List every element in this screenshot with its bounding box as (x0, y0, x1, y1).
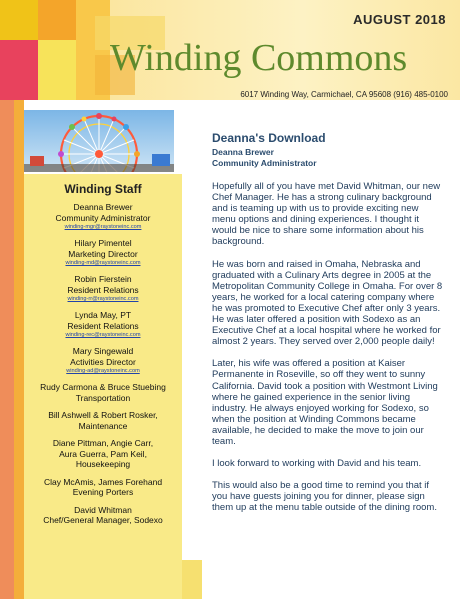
article-title: Deanna's Download (212, 131, 326, 145)
staff-email-link[interactable]: winding-md@raystoneinc.com (65, 260, 141, 266)
panel-accent-strip (182, 560, 202, 599)
newsletter-title: Winding Commons (110, 37, 408, 79)
left-stripe-orange (0, 100, 14, 599)
article-author: Deanna Brewer (212, 147, 274, 157)
staff-entry (24, 202, 182, 231)
staff-name: Lynda May, PT (74, 310, 132, 320)
staff-entry (24, 505, 182, 526)
article-author-role: Community Administrator (212, 157, 317, 168)
color-block-lightyellow (38, 40, 76, 100)
color-block-orange (38, 0, 76, 40)
staff-name: Rudy Carmona & Bruce Stuebing (40, 382, 166, 392)
ferris-wheel-photo (24, 110, 174, 172)
article-paragraph: Later, his wife was offered a position at Kaiser Permanente in Roseville, so off they went to sunny California. David took a position with Westmont Living where he gained experience in the senior living industry. He always enjoyed working for Sodexo, so when the position at Winding Commons became available, he decided to make the move to join our team. (212, 358, 438, 447)
article-column (212, 131, 444, 513)
staff-role: Activities Director (70, 356, 136, 367)
staff-name-continued: Aura Guerra, Pam Keil, (59, 448, 147, 459)
staff-email-link[interactable]: winding-ad@raystoneinc.com (66, 368, 140, 374)
staff-name: Diane Pittman, Angie Carr, (52, 438, 154, 448)
community-address: 6017 Winding Way, Carmichael, CA 95608 (916) 485-0100 (240, 90, 448, 99)
staff-name: Mary Singewald (72, 346, 134, 356)
staff-entry (24, 238, 182, 267)
staff-entry (24, 346, 182, 375)
ferris-wheel-illustration (24, 110, 174, 172)
staff-name: Hilary Pimentel (74, 238, 132, 248)
staff-role: Resident Relations (67, 284, 139, 295)
staff-entry (24, 410, 182, 431)
left-stripe-gold (14, 100, 24, 599)
staff-role: Marketing Director (68, 248, 138, 259)
staff-entry (24, 382, 182, 403)
staff-role: Resident Relations (67, 320, 139, 331)
staff-email-link[interactable]: winding-mgr@raystoneinc.com (64, 224, 142, 230)
staff-role: Evening Porters (72, 487, 134, 497)
staff-email-link[interactable]: winding-rec@raystoneinc.com (65, 332, 141, 338)
staff-email-link[interactable]: winding-rr@raystoneinc.com (67, 296, 139, 302)
staff-role: Chef/General Manager, Sodexo (43, 515, 163, 525)
color-block-red (0, 40, 38, 100)
staff-entry (24, 438, 182, 470)
staff-role: Housekeeping (75, 459, 131, 469)
article-paragraph: I look forward to working with David and his team. (212, 458, 422, 470)
staff-entry (24, 477, 182, 498)
staff-panel-title: Winding Staff (64, 182, 142, 196)
issue-month: AUGUST 2018 (353, 12, 446, 27)
article-paragraph: Hopefully all of you have met David Whitman, our new Chef Manager. He has a strong culinary background and is teaming up with us to provide exciting new menu options and dining experiences. I thought it would be nice to share some information about his background. (212, 181, 441, 248)
staff-role: Transportation (75, 392, 131, 403)
staff-name: Clay McAmis, James Forehand (43, 476, 163, 487)
article-paragraph: He was born and raised in Omaha, Nebraska and graduated with a Culinary Arts degree in 2005 at the Metropolitan Community College in Omaha. For over 8 years, he worked for a local catering company where he was promoted to Executive Chef after only 3 years. He was later offered a position with Sodexo as an Executive Chef at a local hospital where he worked for almost 2 years. They served over 2,000 people daily! (212, 258, 443, 348)
staff-name: Bill Ashwell & Robert Rosker, (48, 410, 158, 420)
staff-role: Community Administrator (55, 212, 151, 223)
staff-entry (24, 310, 182, 339)
staff-directory-panel (24, 174, 182, 599)
staff-role: Maintenance (78, 420, 128, 431)
staff-name: David Whitman (74, 504, 132, 515)
article-paragraph: This would also be a good time to remind you that if you have guests joining you for dinner, please sign them up at the menu table outside of the dining room. (212, 480, 437, 514)
color-block-yellow (0, 0, 38, 40)
staff-name: Deanna Brewer (73, 202, 133, 212)
staff-name: Robin Fierstein (74, 274, 132, 284)
staff-entry (24, 274, 182, 303)
